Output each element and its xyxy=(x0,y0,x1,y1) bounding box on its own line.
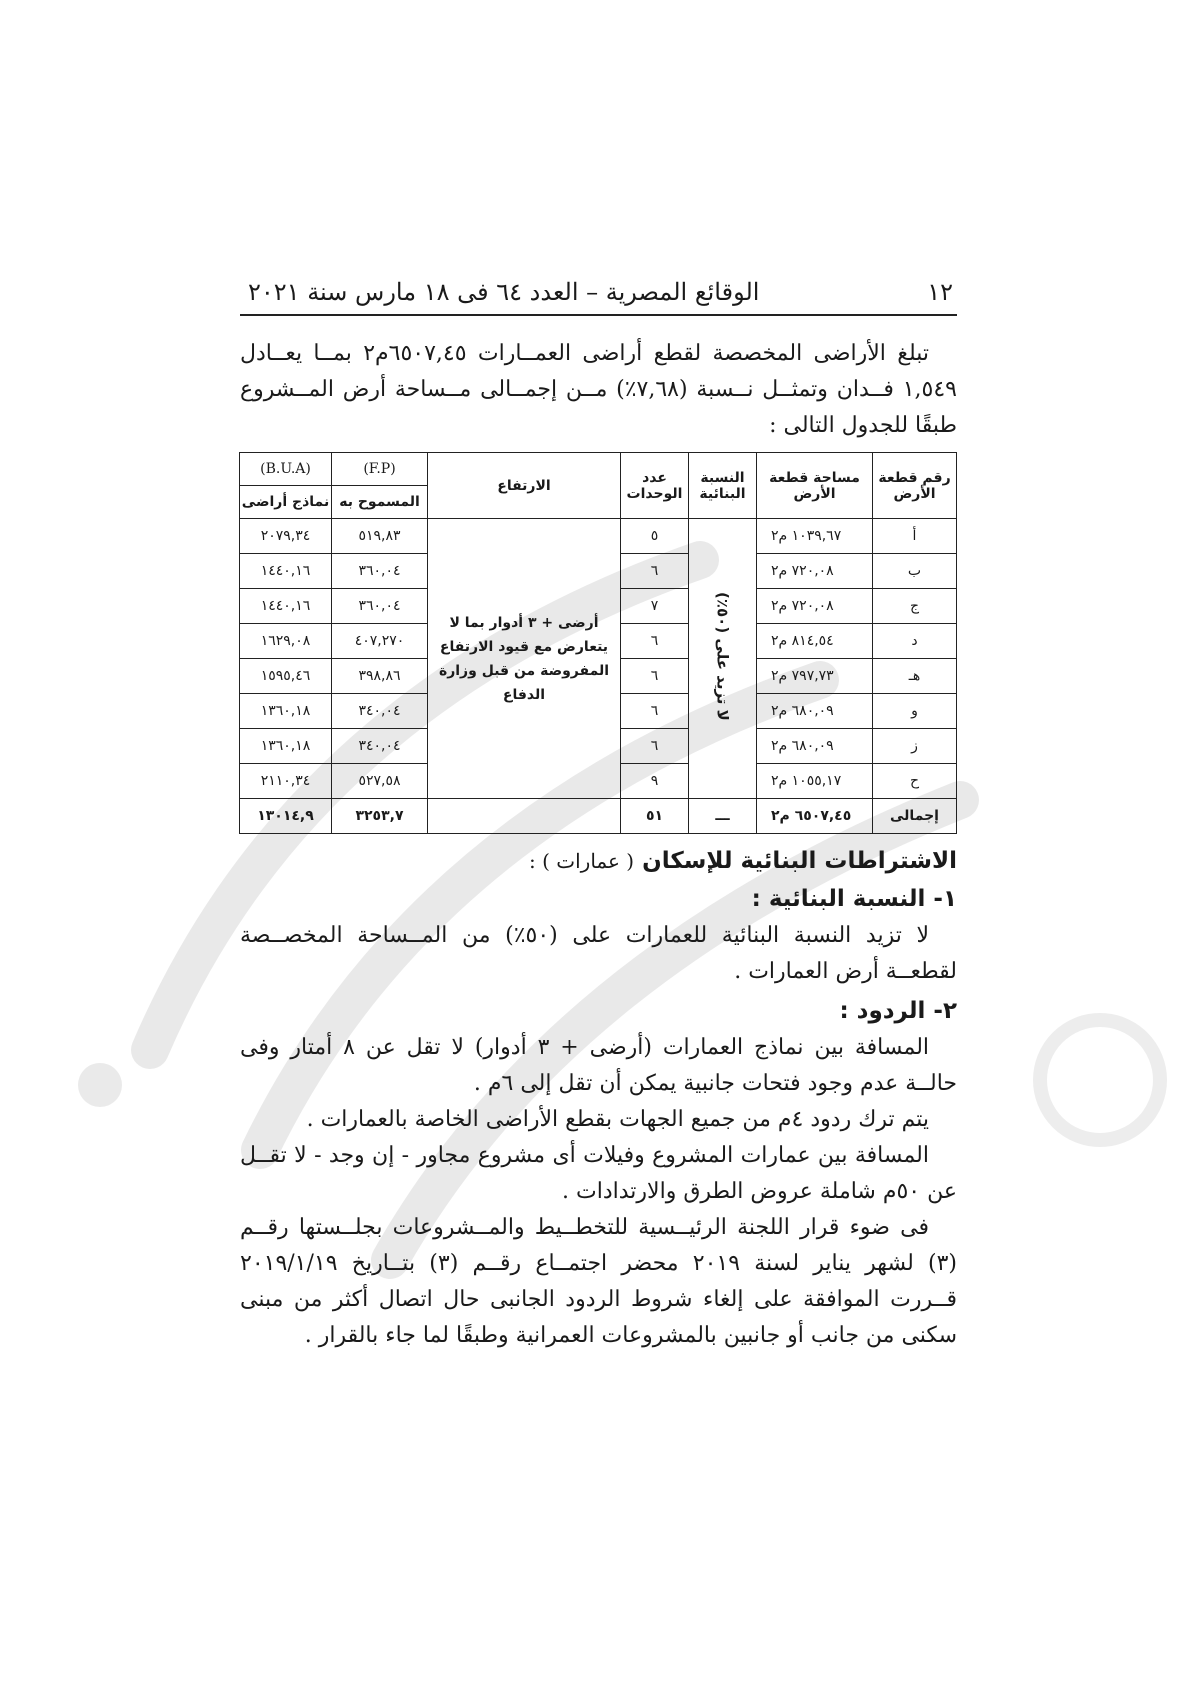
cell-bua: ١٥٩٥,٤٦ xyxy=(240,659,332,694)
document-page xyxy=(240,270,957,1354)
cell-bua: ٢١١٠,٣٤ xyxy=(240,764,332,799)
cell-area: ٦٨٠,٠٩ م٢ xyxy=(757,729,873,764)
cell-area: ٧٢٠,٠٨ م٢ xyxy=(757,554,873,589)
cell-units: ٥ xyxy=(621,519,689,554)
cell-fp: ٣٦٠,٠٤ xyxy=(332,589,428,624)
cell-height-merged: أرضى + ٣ أدوار بما لا يتعارض مع قيود الارتفاع المفروضة من قبل وزارة الدفاع xyxy=(428,519,621,799)
ratio-merged-text: لا تزيد على (٥٠٪) xyxy=(713,592,732,721)
sub1-paragraph: لا تزيد النسبة البنائية للعمارات على (٥٠٪) من المــساحة المخصــصة لقطعــة أرض العمارات . xyxy=(240,923,957,984)
cell-fp: ٣٦٠,٠٤ xyxy=(332,554,428,589)
header-fp-bottom: المسموح به xyxy=(332,486,428,519)
cell-ratio-merged xyxy=(689,519,757,799)
sub2-paragraph-4: فى ضوء قرار اللجنة الرئيــسية للتخطــيط والمــشروعات بجلــستها رقــم (٣) لشهر يناير لسنة ٢٠١٩ محضر اجتمــاع رقــم (٣) بتــاريخ ٢٠١٩/١/١٩ قــررت الموافقة على إلغاء شروط الردود الجانبى حال اتصال أكثر من مبنى سكنى من جانب أو جانبين بالمشروعات العمرانية وطبقًا لما جاء بالقرار . xyxy=(240,1215,957,1348)
cell-plot: ز xyxy=(873,729,957,764)
sub2-paragraph-1: المسافة بين نماذج العمارات (أرضى + ٣ أدوار) لا تقل عن ٨ أمتار وفى حالــة عدم وجود فتحات جانبية يمكن أن تقل إلى ٦م . xyxy=(240,1035,957,1096)
cell-bua: ٢٠٧٩,٣٤ xyxy=(240,519,332,554)
table-total-row xyxy=(240,799,957,834)
cell-plot: ب xyxy=(873,554,957,589)
cell-area: ٦٨٠,٠٩ م٢ xyxy=(757,694,873,729)
cell-total-height xyxy=(428,799,621,834)
section-heading xyxy=(240,844,957,878)
cell-total-units: ٥١ xyxy=(621,799,689,834)
cell-total-fp: ٣٢٥٣,٧ xyxy=(332,799,428,834)
section-subtitle: ( عمارات ) : xyxy=(529,849,635,873)
cell-fp: ٣٤٠,٠٤ xyxy=(332,694,428,729)
cell-total-label: إجمالى xyxy=(873,799,957,834)
cell-units: ٧ xyxy=(621,589,689,624)
intro-paragraph: تبلغ الأراضى المخصصة لقطع أراضى العمــارات ٦٥٠٧,٤٥م٢ بمــا يعــادل ١,٥٤٩ فــدان وتمثــل نــسبة (٧,٦٨٪) مــن إجمــالى مــساحة أرض المــشروع طبقًا للجدول التالى : xyxy=(240,341,957,438)
cell-bua: ١٤٤٠,١٦ xyxy=(240,554,332,589)
cell-area: ١٠٣٩,٦٧ م٢ xyxy=(757,519,873,554)
cell-bua: ١٤٤٠,١٦ xyxy=(240,589,332,624)
cell-fp: ٣٤٠,٠٤ xyxy=(332,729,428,764)
table-row xyxy=(240,519,957,554)
cell-total-ratio: ـــ xyxy=(689,799,757,834)
page-number: ١٢ xyxy=(927,278,953,306)
header-bua-top: (B.U.A) xyxy=(240,453,332,486)
cell-area: ٧٩٧,٧٣ م٢ xyxy=(757,659,873,694)
cell-bua: ١٦٢٩,٠٨ xyxy=(240,624,332,659)
cell-area: ٧٢٠,٠٨ م٢ xyxy=(757,589,873,624)
header-area: مساحة قطعة الأرض xyxy=(757,453,873,519)
cell-bua: ١٣٦٠,١٨ xyxy=(240,694,332,729)
header-fp-top: (F.P) xyxy=(332,453,428,486)
header-bua-bottom: نماذج أراضى xyxy=(240,486,332,519)
header-units: عدد الوحدات xyxy=(621,453,689,519)
section-title: الاشتراطات البنائية للإسكان xyxy=(642,848,957,874)
page-header xyxy=(240,270,957,316)
header-height: الارتفاع xyxy=(428,453,621,519)
gazette-title: الوقائع المصرية – العدد ٦٤ فى ١٨ مارس سنة ٢٠٢١ xyxy=(248,278,760,306)
cell-area: ١٠٥٥,١٧ م٢ xyxy=(757,764,873,799)
sub2-paragraph-2: يتم ترك ردود ٤م من جميع الجهات بقطع الأراضى الخاصة بالعمارات . xyxy=(306,1107,929,1132)
cell-plot: هـ xyxy=(873,659,957,694)
plots-table xyxy=(239,452,957,834)
cell-fp: ٥٢٧,٥٨ xyxy=(332,764,428,799)
header-plot-no: رقم قطعة الأرض xyxy=(873,453,957,519)
cell-plot: ح xyxy=(873,764,957,799)
cell-units: ٦ xyxy=(621,659,689,694)
cell-fp: ٤٠٧,٢٧٠ xyxy=(332,624,428,659)
cell-units: ٦ xyxy=(621,729,689,764)
sub2-paragraph-3: المسافة بين عمارات المشروع وفيلات أى مشروع مجاور - إن وجد - لا تقــل عن ٥٠م شاملة عروض الطرق والارتدادات . xyxy=(240,1143,957,1204)
header-ratio: النسبة البنائية xyxy=(689,453,757,519)
cell-total-bua: ١٣٠١٤,٩ xyxy=(240,799,332,834)
cell-plot: أ xyxy=(873,519,957,554)
cell-fp: ٣٩٨,٨٦ xyxy=(332,659,428,694)
cell-units: ٦ xyxy=(621,554,689,589)
cell-plot: ج xyxy=(873,589,957,624)
cell-units: ٦ xyxy=(621,694,689,729)
cell-total-area: ٦٥٠٧,٤٥ م٢ xyxy=(757,799,873,834)
cell-plot: د xyxy=(873,624,957,659)
cell-units: ٩ xyxy=(621,764,689,799)
sub2-heading: ٢- الردود : xyxy=(839,998,957,1024)
cell-bua: ١٣٦٠,١٨ xyxy=(240,729,332,764)
cell-units: ٦ xyxy=(621,624,689,659)
cell-fp: ٥١٩,٨٣ xyxy=(332,519,428,554)
sub1-heading: ١- النسبة البنائية : xyxy=(751,886,957,912)
cell-area: ٨١٤,٥٤ م٢ xyxy=(757,624,873,659)
cell-plot: و xyxy=(873,694,957,729)
